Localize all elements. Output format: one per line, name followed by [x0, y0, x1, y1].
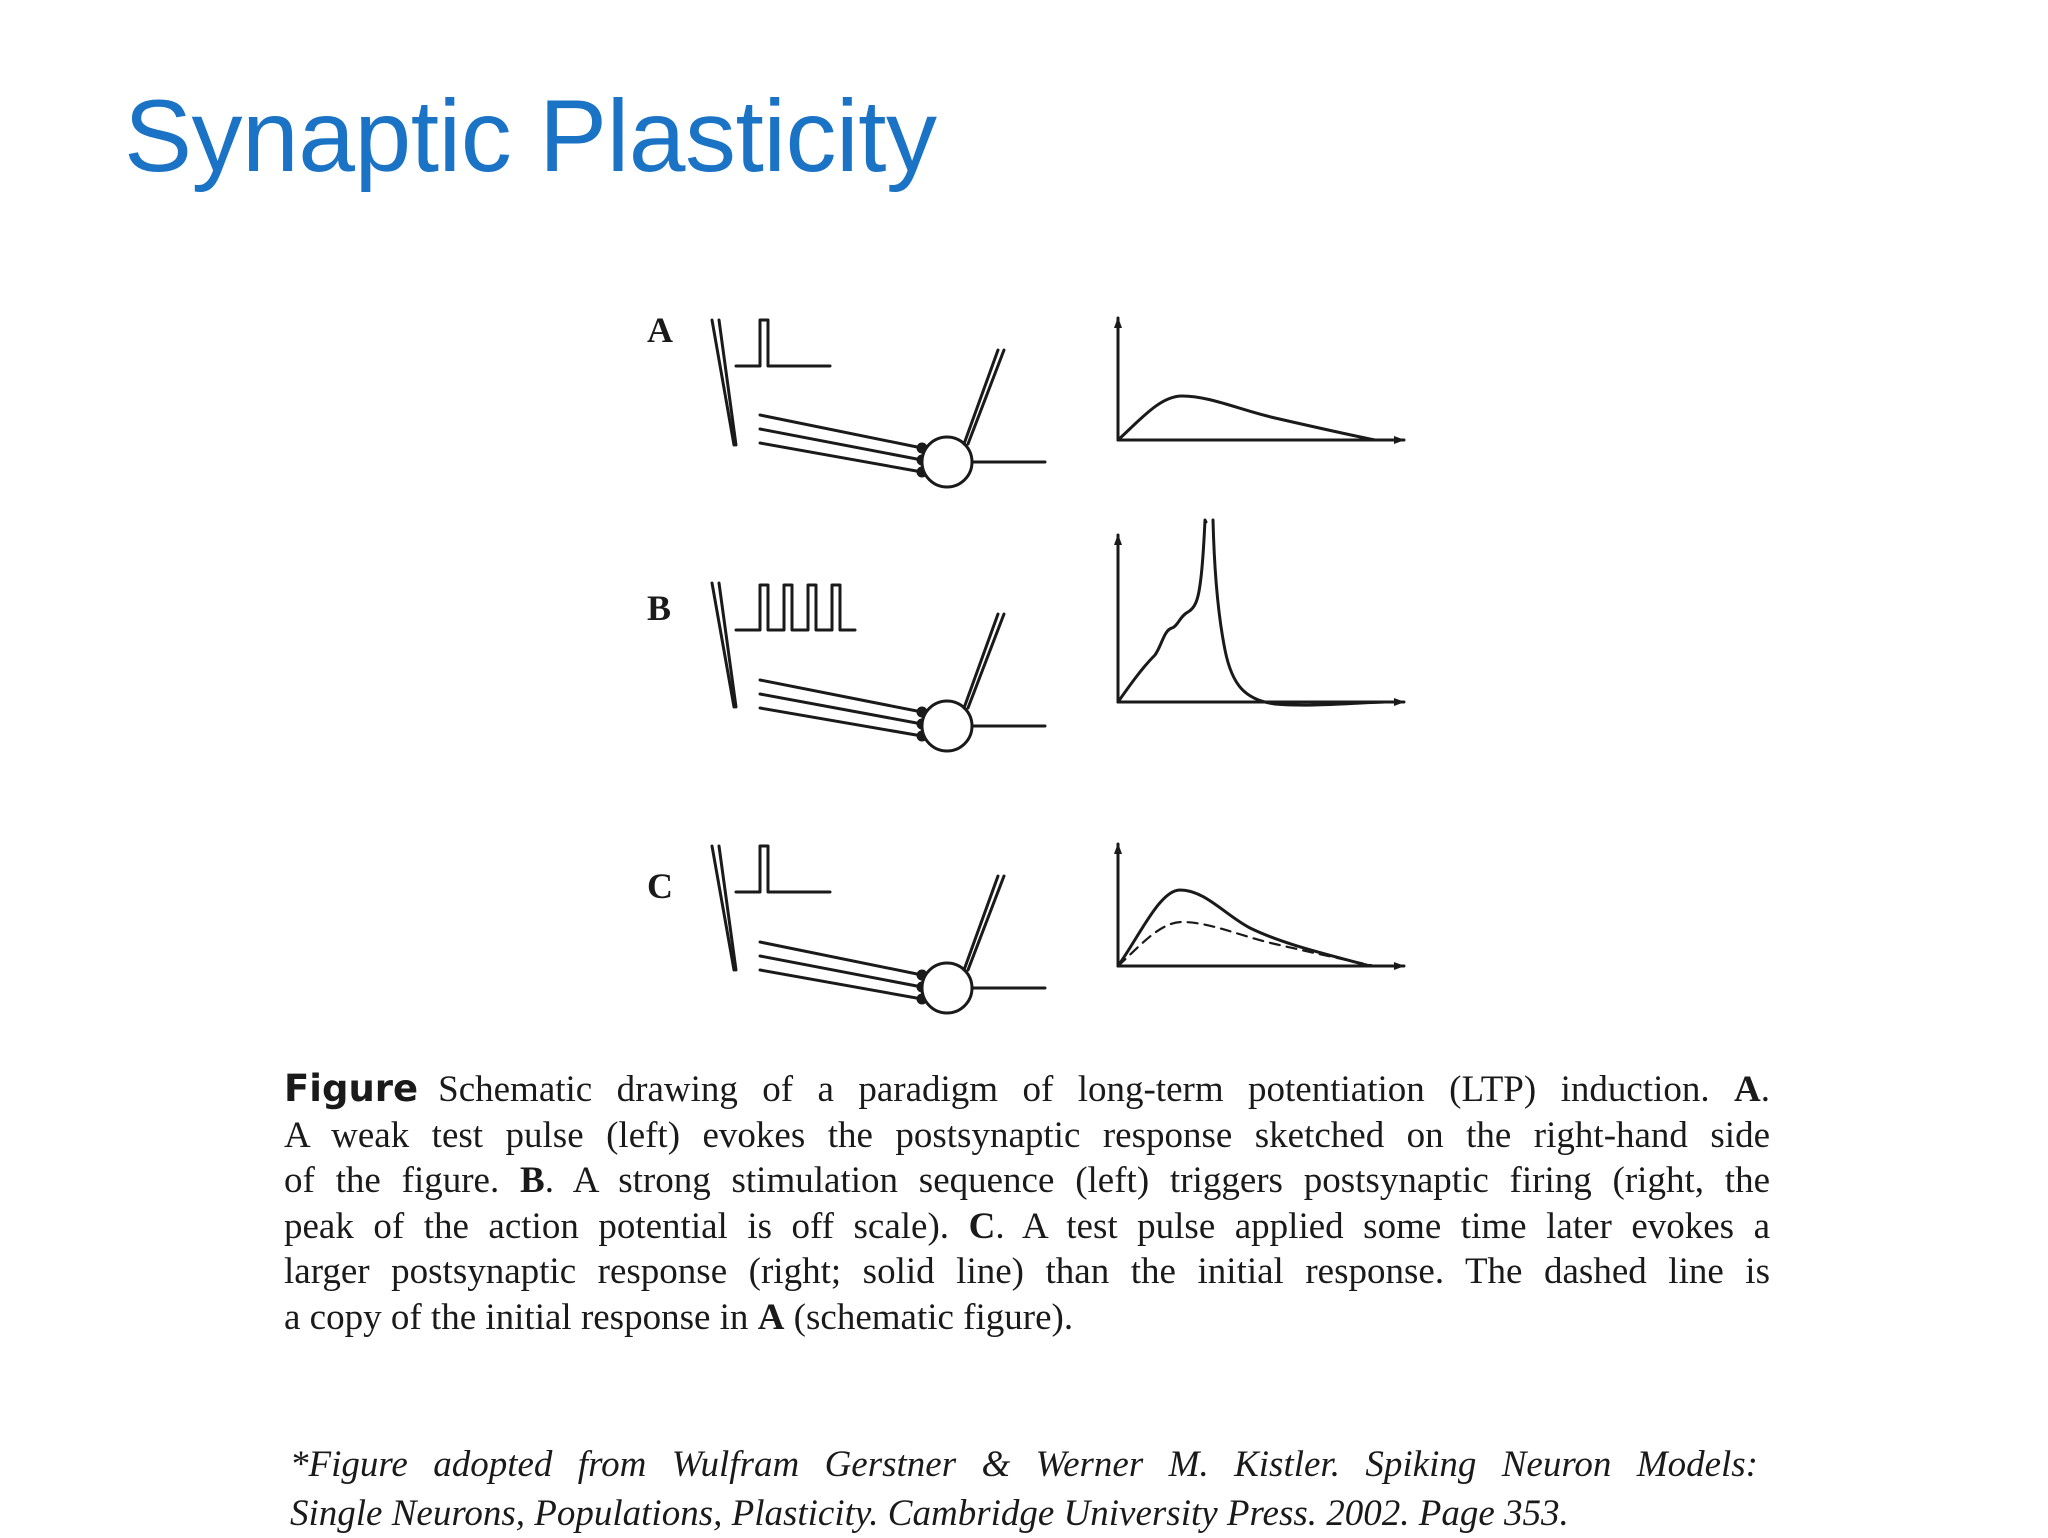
caption-line-6-rest: (schematic figure).: [793, 1296, 1074, 1338]
panel-label-c: C: [647, 866, 673, 906]
response-plot-a: [1118, 318, 1404, 440]
potentiated-epsp-trace-c: [1118, 890, 1370, 966]
axons-c: [760, 942, 926, 1003]
caption-line-4-start: peak of the action potential is off scale).: [284, 1205, 950, 1247]
caption-line-1: Schematic drawing of a paradigm of long-term potentiation (LTP) induction.: [438, 1069, 1710, 1110]
panel-a: [647, 310, 1404, 487]
figure-label: Figure: [284, 1067, 419, 1110]
panel-label-a: A: [647, 310, 673, 350]
response-plot-b: [1118, 520, 1404, 705]
caption-line-5: larger postsynaptic response (right; solid line) than the initial response. The dashed line is: [284, 1251, 1770, 1293]
caption-line-3-start: of the figure.: [284, 1160, 500, 1202]
action-potential-trace-b: [1118, 520, 1206, 702]
panel-c: [647, 844, 1404, 1013]
stimulus-pulse-a: [736, 320, 830, 366]
caption-ref-a-2: A: [757, 1296, 785, 1338]
stimulating-electrode-c: [712, 846, 736, 970]
initial-epsp-dashed-trace-c: [1118, 922, 1375, 966]
caption-ref-a: A: [1734, 1069, 1761, 1110]
recording-electrode-b: [964, 614, 1004, 708]
axons-b: [760, 680, 926, 740]
citation: [290, 1440, 1758, 1538]
citation-line-1: *Figure adopted from Wulfram Gerstner & Werner M. Kistler. Spiking Neuron Models:: [290, 1444, 1758, 1485]
caption-line-4-rest: . A test pulse applied some time later evokes a: [995, 1205, 1771, 1247]
caption-line-1-end: .: [1760, 1069, 1770, 1110]
response-plot-c: [1118, 844, 1404, 966]
axons-a: [760, 415, 926, 476]
panel-b: [647, 520, 1404, 751]
caption-line-6-start: a copy of the initial response in: [284, 1296, 749, 1338]
caption-ref-b: B: [520, 1160, 545, 1202]
caption-ref-c: C: [968, 1205, 996, 1247]
stimulus-pulse-c: [736, 846, 830, 892]
panel-label-b: B: [647, 588, 672, 628]
stimulating-electrode-a: [712, 320, 736, 445]
stimulus-train-b: [736, 585, 855, 630]
caption-line-2: A weak test pulse (left) evokes the postsynaptic response sketched on the right-hand side: [284, 1114, 1770, 1156]
recording-electrode-c: [964, 876, 1004, 970]
recording-electrode-a: [964, 350, 1004, 444]
stimulating-electrode-b: [712, 583, 736, 707]
citation-line-2: Single Neurons, Populations, Plasticity. Cambridge University Press. 2002. Page 353.: [290, 1493, 1569, 1534]
slide-title: Synaptic Plasticity: [124, 79, 937, 193]
caption-line-3-rest: . A strong stimulation sequence (left) triggers postsynaptic firing (right, the: [544, 1160, 1770, 1202]
epsp-trace-a: [1118, 396, 1375, 440]
figure-caption: [284, 1066, 1770, 1341]
